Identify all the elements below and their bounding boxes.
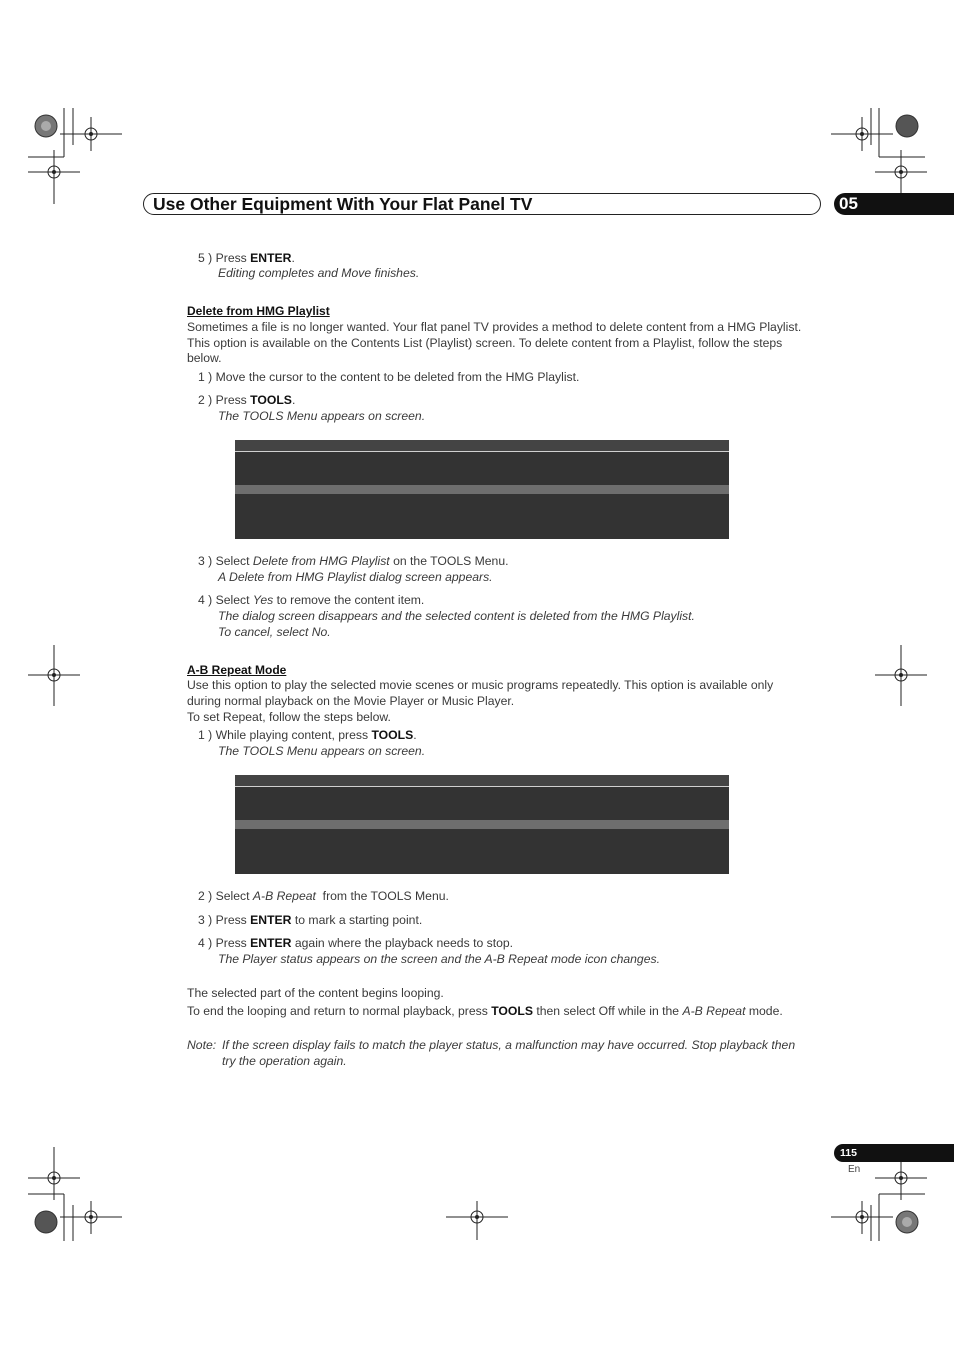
step-number: 5 ) [198, 251, 213, 265]
repeat-step-1-result: The TOOLS Menu appears on screen. [218, 744, 426, 758]
delete-intro-line-3: below. [187, 351, 222, 365]
step-number: 4 ) [198, 593, 213, 607]
tools-menu-screenshot-2 [235, 775, 729, 874]
page-language: En [848, 1164, 861, 1175]
key-name: ENTER [250, 913, 292, 927]
repeat-intro-line-3: To set Repeat, follow the steps below. [187, 710, 391, 724]
page-number: 115 [840, 1147, 857, 1159]
step-text-end: again where the playback needs to stop. [291, 936, 514, 950]
step-text: Select [215, 593, 253, 607]
repeat-intro-line-1: Use this option to play the selected movie scenes or music programs repeatedly. This option is available only [187, 678, 774, 692]
repeat-step-4-result: The Player status appears on the screen and the A-B Repeat mode icon changes. [218, 952, 660, 966]
note-line-2: try the operation again. [222, 1054, 347, 1068]
step-5-result: Editing completes and Move finishes. [218, 266, 420, 280]
menu-item-name: A-B Repeat [682, 1004, 746, 1018]
page-title: Use Other Equipment With Your Flat Panel TV [153, 194, 533, 214]
menu-title-bar [235, 440, 729, 452]
step-text-end: to remove the content item. [273, 593, 425, 607]
note-line-1: If the screen display fails to match the player status, a malfunction may have occurred. Stop playback then [222, 1038, 796, 1052]
chapter-number: 05 [839, 194, 858, 213]
step-text-end: . [291, 251, 295, 265]
step-number: 3 ) [198, 554, 213, 568]
step-number: 1 ) [198, 728, 213, 742]
delete-step-4-result-2: To cancel, select No. [218, 625, 331, 639]
note-label: Note: [187, 1038, 217, 1052]
step-number: 2 ) [198, 889, 213, 903]
step-number: 2 ) [198, 393, 213, 407]
step-5-line [198, 250, 295, 266]
tools-menu-screenshot-1 [235, 440, 729, 539]
delete-intro-line-2: This option is available on the Contents List (Playlist) screen. To delete content from a Playlist, follow the steps [187, 336, 783, 350]
delete-section-heading: Delete from HMG Playlist [187, 304, 330, 318]
step-number: 3 ) [198, 913, 213, 927]
key-name: TOOLS [250, 393, 292, 407]
repeat-section-heading: A-B Repeat Mode [187, 663, 287, 677]
menu-highlight-row [235, 820, 729, 829]
menu-item-name: Delete from HMG Playlist [252, 554, 390, 568]
delete-step-2-result: The TOOLS Menu appears on screen. [218, 409, 426, 423]
menu-highlight-row [235, 485, 729, 494]
repeat-intro-line-2: during normal playback on the Movie Player or Music Player. [187, 694, 515, 708]
end-text-2: then select Off while in the [532, 1004, 683, 1018]
step-number: 4 ) [198, 936, 213, 950]
delete-step-2 [198, 392, 295, 408]
delete-step-3-result: A Delete from HMG Playlist dialog screen appears. [218, 570, 493, 584]
step-text-end: on the TOOLS Menu. [389, 554, 509, 568]
delete-step-3 [198, 553, 509, 569]
end-text-1: To end the looping and return to normal playback, press [187, 1004, 492, 1018]
step-text-end: . [413, 728, 417, 742]
step-text: Press [215, 936, 251, 950]
key-name: TOOLS [491, 1004, 533, 1018]
key-name: TOOLS [371, 728, 414, 742]
step-text-end: . [291, 393, 296, 407]
repeat-step-3 [198, 912, 422, 928]
delete-step-1 [198, 369, 579, 385]
delete-step-4-result-1: The dialog screen disappears and the selected content is deleted from the HMG Playlist. [218, 609, 695, 623]
step-text-end: to mark a starting point. [291, 913, 423, 927]
menu-item-name: Yes [252, 593, 274, 607]
key-name: ENTER [250, 936, 292, 950]
menu-title-bar [235, 775, 729, 787]
delete-step-4 [198, 592, 424, 608]
repeat-step-2 [198, 888, 449, 904]
step-text: Select [215, 889, 253, 903]
step-text-end: from the TOOLS Menu. [315, 889, 449, 903]
loop-text: The selected part of the content begins looping. [187, 986, 444, 1000]
step-text: While playing content, press [215, 728, 372, 742]
step-text: Press [215, 251, 251, 265]
end-text-3: mode. [745, 1004, 783, 1018]
step-number: 1 ) [198, 370, 213, 384]
step-text: Move the cursor to the content to be deleted from the HMG Playlist. [215, 370, 580, 384]
menu-item-name: A-B Repeat [252, 889, 316, 903]
repeat-step-1 [198, 727, 417, 743]
step-text: Press [215, 393, 251, 407]
key-name: ENTER [250, 251, 292, 265]
repeat-step-4 [198, 935, 513, 951]
delete-intro-line-1: Sometimes a file is no longer wanted. Your flat panel TV provides a method to delete content from a HMG Playlist. [187, 320, 802, 334]
step-text: Press [215, 913, 251, 927]
end-loop-text [187, 1003, 783, 1019]
step-text: Select [215, 554, 253, 568]
